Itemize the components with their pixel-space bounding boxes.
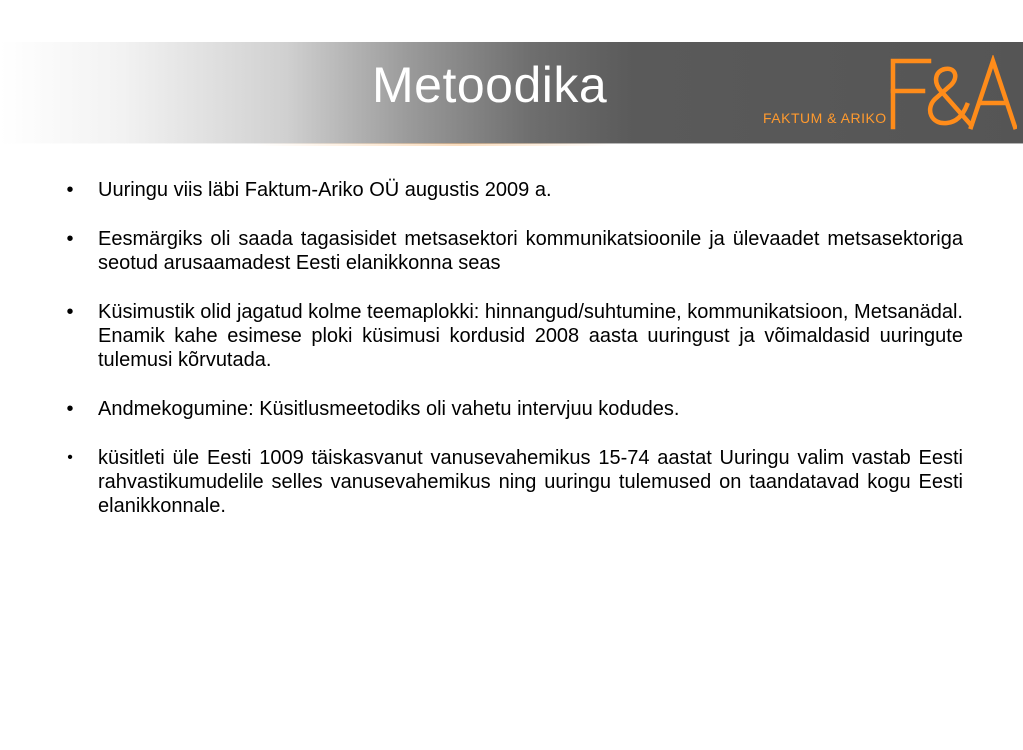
logo-caption: FAKTUM & ARIKO	[763, 110, 887, 126]
bullet-symbol: •	[66, 228, 74, 250]
bullet-symbol: •	[66, 179, 74, 201]
bullet-symbol: •	[67, 449, 73, 466]
list-item	[60, 178, 963, 202]
page-title: Metoodika	[372, 57, 608, 113]
list-item	[60, 397, 963, 421]
bullet-text: Küsimustik olid jagatud kolme teemaplokki: hinnangud/suhtumine, kommunikatsioon, Metsanädal. Enamik kahe esimese ploki küsimusi kordusid 2008 aasta uuringust ja võimaldasid uuringute tulemusi kõrvutada.	[98, 301, 963, 371]
fa-logo-icon	[889, 55, 1017, 131]
bullet-text: Andmekogumine: Küsitlusmeetodiks oli vahetu intervjuu kodudes.	[98, 398, 680, 420]
bullet-text: küsitleti üle Eesti 1009 täiskasvanut vanusevahemikus 15-74 aastat Uuringu valim vastab Eesti rahvastikumudelile selles vanusevahemikus ning uuringu tulemused on taandatavad kogu Eesti elanikkonnale.	[98, 447, 963, 517]
header-divider	[0, 143, 1023, 146]
list-item	[60, 446, 963, 518]
list-item	[60, 227, 963, 275]
bullet-list	[60, 178, 963, 543]
bullet-symbol: •	[66, 301, 74, 323]
list-item	[60, 300, 963, 372]
bullet-text: Eesmärgiks oli saada tagasisidet metsasektori kommunikatsioonile ja ülevaadet metsasektoriga seotud arusaamadest Eesti elanikkonna seas	[98, 228, 963, 274]
bullet-symbol: •	[66, 398, 74, 420]
bullet-text: Uuringu viis läbi Faktum-Ariko OÜ augustis 2009 a.	[98, 179, 552, 201]
